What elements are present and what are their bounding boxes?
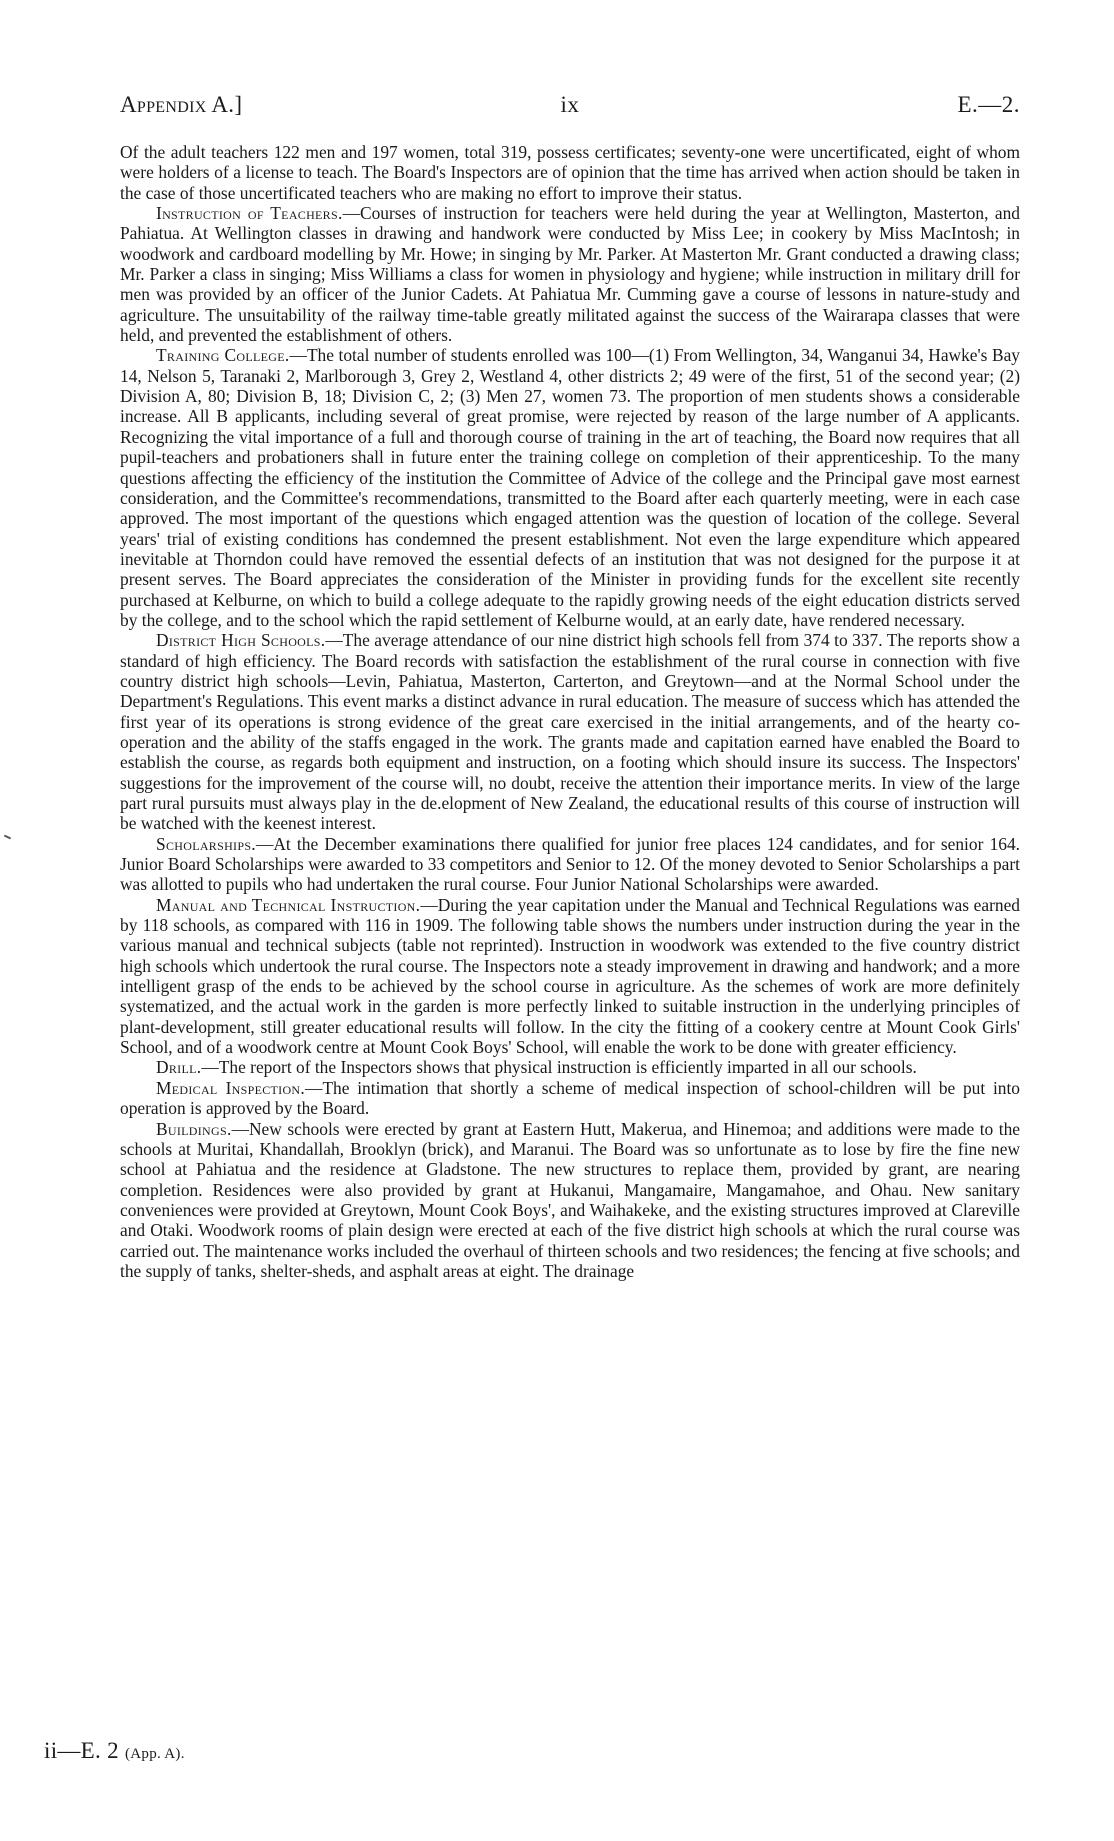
paragraph-text: Of the adult teachers 122 men and 197 women, total 319, possess certificates; seventy-one were uncertificated, eight of whom were holders of a license to teach. The Board's Inspectors are of opinion that the time has arrived when action should be taken in the case of those uncertificated teachers who are making no effort to improve their status.	[120, 142, 1020, 203]
section-heading: Drill.	[156, 1057, 202, 1078]
paragraph-text: —The intimation that shortly a scheme of medical inspection of school-children will be put into operation is approved by the Board.	[120, 1077, 1020, 1119]
section-heading: District High Schools.	[156, 630, 326, 651]
page-number: ix	[560, 92, 580, 117]
paragraph-text: —The report of the Inspectors shows that physical instruction is efficiently imparted in all our schools.	[201, 1057, 917, 1078]
paragraph-text: —The average attendance of our nine district high schools fell from 374 to 337. The reports show a standard of high efficiency. The Board records with satisfaction the establishment of the rural course in connection with five country district high schools—Levin, Pahiatua, Masterton, Carterton, and Greytown—and at the Normal School under the Department's Regulations. This event marks a distinct advance in rural education. The measure of success which has attended the first year of its operations is strong evidence of the great care exercised in the initial arrangements, and of the hearty co-operation and the ability of the staffs engaged in the work. The grants made and capitation earned have enabled the Board to establish the course, as regards both equipment and instruction, on a footing which should insure its success. The Inspectors' suggestions for the improvement of the course will, no doubt, receive the attention their importance merits. In view of the large part rural pursuits must always play in the de.elopment of New Zealand, the educational results of this course of instruction will be watched with the keenest interest.	[120, 630, 1020, 834]
section-heading: Buildings.	[156, 1118, 232, 1139]
paragraph-text: —New schools were erected by grant at Eastern Hutt, Makerua, and Hinemoa; and additions were made to the schools at Muritai, Khandallah, Brooklyn (brick), and Maranui. The Board was so unfortunate as to lose by fire the fine new school at Pahiatua and the residence at Gladstone. The new structures to replace them, provided by grant, are nearing completion. Residences were also provided by grant at Hukanui, Mangamaire, Mangamahoe, and Ohau. New sanitary conveniences were provided at Greytown, Mount Cook Boys', and Waihakeke, and the existing structures improved at Clareville and Otaki. Woodwork rooms of plain design were erected at each of the five district high schools at which the rural course was carried out. The maintenance works included the overhaul of thirteen schools and two residences; the fencing at five schools; and the supply of tanks, shelter-sheds, and asphalt areas at eight. The drainage	[120, 1118, 1020, 1281]
paragraph-manual-technical	[120, 895, 1020, 1058]
section-heading: Medical Inspection.	[156, 1077, 306, 1098]
section-heading: Scholarships.	[156, 833, 256, 854]
section-heading: Manual and Technical Instruction.	[156, 894, 421, 915]
paper-reference: E.—2.	[957, 92, 1020, 117]
paragraph-district-high-schools	[120, 630, 1020, 833]
margin-mark	[4, 835, 11, 840]
signature-note: (App. A).	[125, 1746, 185, 1762]
paragraph-drill	[120, 1057, 1020, 1077]
signature-code: ii—E. 2	[44, 1738, 119, 1763]
paragraph-text: —Courses of instruction for teachers were held during the year at Wellington, Masterton, and Pahiatua. At Wellington classes in drawing and handwork were conducted by Miss Lee; in cookery by Miss MacIntosh; in woodwork and cardboard modelling by Mr. Howe; in singing by Mr. Parker. At Masterton Mr. Grant conducted a drawing class; Mr. Parker a class in singing; Miss Williams a class for women in physiology and hygiene; while instruction in military drill for men was provided by an officer of the Junior Cadets. At Pahiatua Mr. Cumming gave a course of lessons in nature-study and agriculture. The unsuitability of the railway time-table greatly militated against the success of the Wairarapa classes that were held, and prevented the establishment of others.	[120, 203, 1020, 346]
paragraph-text: —During the year capitation under the Manual and Technical Regulations was earned by 118 schools, as compared with 116 in 1909. The following table shows the numbers under instruction during the year in the various manual and technical subjects (table not reprinted). Instruction in woodwork was extended to the five country district high schools which undertook the rural course. The Inspectors note a steady improvement in drawing and handwork; and a more intelligent grasp of the ends to be achieved by the school course in agriculture. As the schemes of work are more definitely systematized, and the actual work in the garden is more perfectly linked to suitable instruction in the underlying principles of plant-development, still greater educational results will follow. In the city the fitting of a cookery centre at Mount Cook Girls' School, and of a woodwork centre at Mount Cook Boys' School, will enable the work to be done with greater efficiency.	[120, 894, 1020, 1058]
paragraph-training-college	[120, 345, 1020, 630]
document-page	[120, 92, 1020, 1281]
running-head	[120, 92, 1020, 126]
paragraph-text: —At the December examinations there qualified for junior free places 124 candidates, and for senior 164. Junior Board Scholarships were awarded to 33 competitors and Senior to 12. Of the money devoted to Senior Scholarships a part was allotted to pupils who had undertaken the rural course. Four Junior National Scholarships were awarded.	[120, 833, 1020, 895]
section-heading: Instruction of Teachers.	[156, 203, 343, 224]
section-heading: Training College.	[156, 345, 290, 366]
paragraph-instruction-of-teachers	[120, 203, 1020, 345]
paragraph-scholarships	[120, 834, 1020, 895]
paragraph-text: —The total number of students enrolled was 100—(1) From Wellington, 34, Wanganui 34, Hawke's Bay 14, Nelson 5, Taranaki 2, Marlborough 3, Grey 2, Westland 4, other districts 2; 49 were of the first, 51 of the second year; (2) Division A, 80; Division B, 18; Division C, 2; (3) Men 27, women 73. The proportion of men students shows a considerable increase. All B applicants, including several of great promise, were rejected by reason of the large number of A applicants. Recognizing the vital importance of a full and thorough course of training in the art of teaching, the Board now requires that all pupil-teachers and probationers shall in future enter the training college on completion of their apprenticeship. To the many questions affecting the efficiency of the institution the Committee of Advice of the college and the Principal gave most earnest consideration, and the Committee's recommendations, transmitted to the Board after each quarterly meeting, were in each case approved. The most important of the questions which engaged attention was the question of location of the college. Several years' trial of existing conditions has condemned the present establishment. Not even the large expenditure which appeared inevitable at Thorndon could have removed the essential defects of an institution that was not designed for the purpose it at present serves. The Board appreciates the consideration of the Minister in providing funds for the excellent site recently purchased at Kelburne, on which to build a college adequate to the rapidly growing needs of the eight education districts served by the college, and to the school which the rapid settlement of Kelburne would, at an early date, have rendered necessary.	[120, 345, 1020, 630]
signature-mark	[44, 1738, 185, 1764]
paragraph-adult-teachers	[120, 142, 1020, 203]
paragraph-medical-inspection	[120, 1078, 1020, 1119]
body-text	[120, 142, 1020, 1281]
paragraph-buildings	[120, 1119, 1020, 1282]
appendix-label: Appendix A.]	[120, 92, 243, 117]
